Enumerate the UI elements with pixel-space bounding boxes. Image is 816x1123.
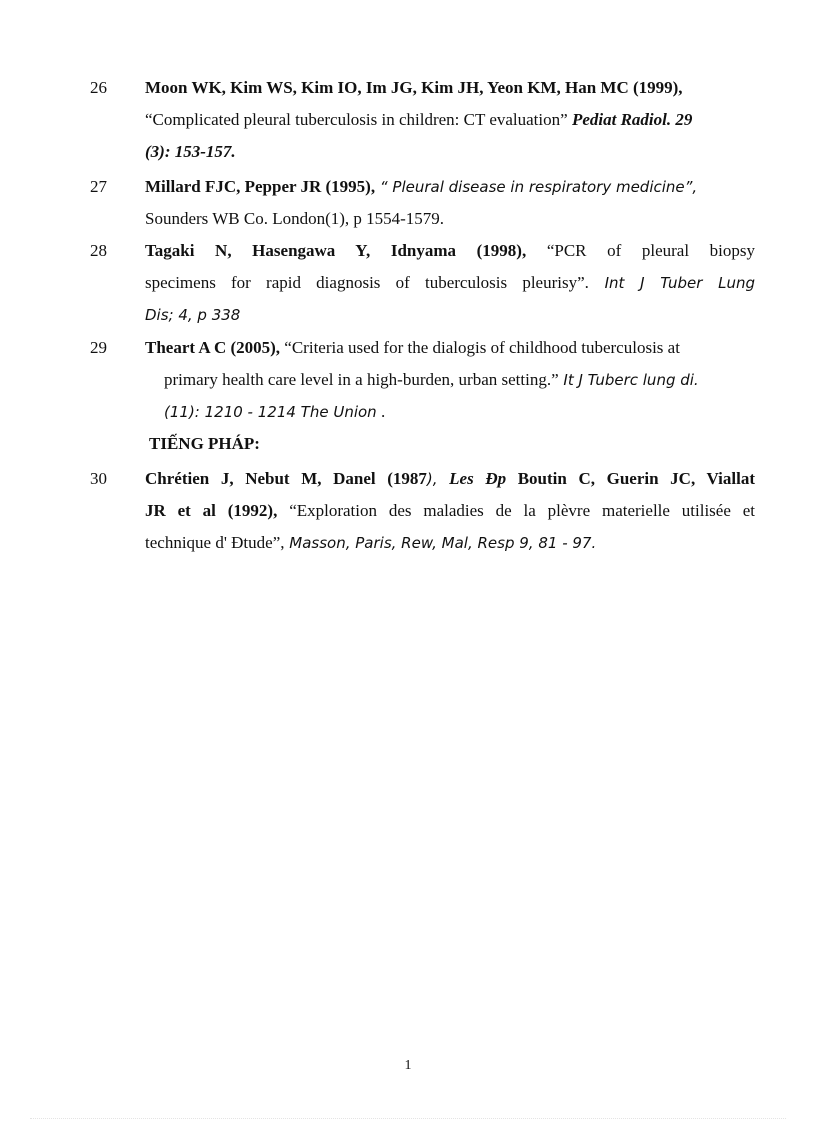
reference-title: “Exploration des maladies de la plèvre materielle utilisée et (277, 501, 755, 520)
reference-journal: (3): 153-157. (145, 142, 236, 161)
reference-body (145, 235, 755, 331)
reference-title: “Criteria used for the dialogis of childhood tuberculosis at (280, 338, 680, 357)
reference-line (145, 332, 755, 364)
reference-line (145, 396, 755, 428)
reference-journal: Int J Tuber Lung (588, 274, 756, 292)
reference-body (145, 463, 755, 559)
reference-journal: Masson, Paris, Rew, Mal, Resp 9, 81 - 97. (284, 534, 597, 552)
reference-end: . (376, 402, 386, 421)
reference-authors: Theart A C (2005), (145, 338, 281, 357)
reference-journal: Pediat Radiol. 29 (571, 110, 693, 129)
reference-number: 27 (90, 177, 107, 196)
reference-number: 26 (90, 78, 107, 97)
reference-number: 29 (90, 338, 107, 357)
reference-title: specimens for rapid diagnosis of tuberculosis pleurisy”. (145, 273, 589, 292)
reference-authors: Moon WK, Kim WS, Kim IO, Im JG, Kim JH, Yeon KM, Han MC (1999), (145, 78, 683, 97)
footer-divider (30, 1118, 786, 1119)
reference-authors: JR et al (1992), (145, 501, 278, 520)
reference-line (145, 463, 755, 495)
reference-number: 30 (90, 469, 107, 488)
reference-year: (1998), (456, 241, 527, 260)
reference-body (145, 171, 755, 235)
reference-authors: Millard FJC, Pepper JR (1995), (145, 177, 376, 196)
reference-authors: Tagaki N, Hasengawa Y, Idnyama (145, 241, 457, 260)
reference-title: “ Pleural disease in respiratory medicine”, (375, 178, 698, 196)
reference-journal: Dis; 4, p 338 (145, 306, 241, 324)
reference-line (145, 299, 755, 331)
reference-number: 28 (90, 241, 107, 260)
reference-line (145, 72, 755, 104)
reference-title: primary health care level in a high-burden, urban setting.” (164, 370, 559, 389)
reference-journal: It J Tuberc lung di. (558, 371, 699, 389)
reference-line (145, 235, 755, 267)
reference-title: “Complicated pleural tuberculosis in children: CT evaluation” (145, 110, 572, 129)
reference-publisher: Sounders WB Co. London(1), p 1554-1579. (145, 209, 445, 228)
reference-title: technique d' Đtude”, (145, 533, 285, 552)
page-number: 1 (404, 1058, 412, 1073)
reference-line (145, 267, 755, 299)
reference-journal: (11): 1210 - 1214 The Union (164, 403, 377, 421)
reference-line (145, 527, 755, 559)
reference-title: Les Đp (437, 469, 507, 488)
reference-line (145, 203, 755, 235)
reference-line (145, 364, 755, 396)
reference-body (145, 72, 755, 168)
reference-body (145, 332, 755, 428)
reference-line (145, 171, 755, 203)
reference-authors: Boutin C, Guerin JC, Viallat (506, 469, 755, 488)
reference-line (145, 136, 755, 168)
reference-paren: ), (426, 470, 438, 488)
reference-authors: Chrétien J, Nebut M, Danel (1987 (145, 469, 427, 488)
section-heading: TIẾNG PHÁP: (149, 434, 260, 453)
reference-line (145, 104, 755, 136)
reference-line (145, 495, 755, 527)
reference-title: “PCR of pleural biopsy (526, 241, 755, 260)
